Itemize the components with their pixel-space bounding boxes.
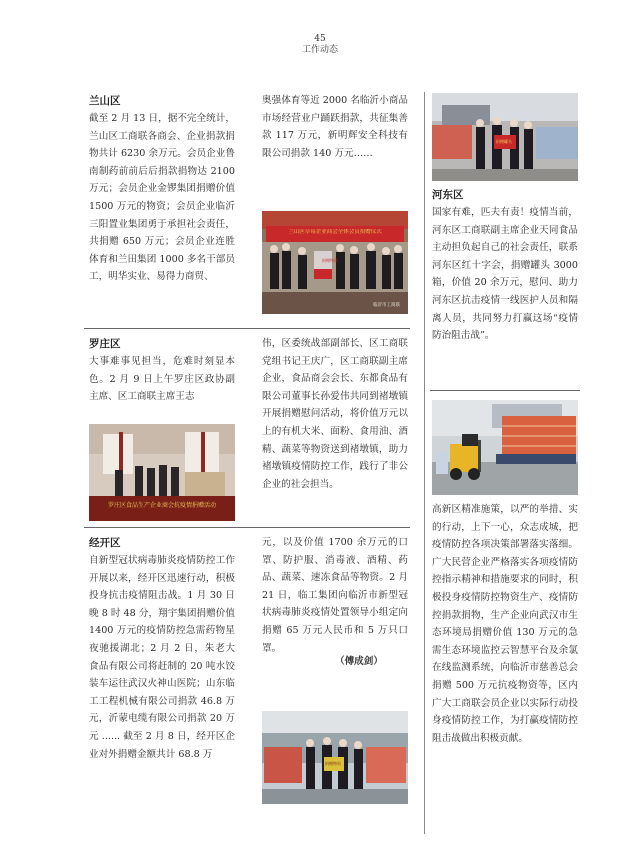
lanshan-continued	[262, 92, 408, 162]
luozhuang-continued-text: 伟，区委统战部副部长、区工商联党组书记王庆广，区工商联副主席企业，食品商会会长、东都食品有限公司董事长孙爱伟共同到褚墩镇开展捐赠慰问活动，将价值万元以上的有机大米、面粉、食用油、酒精、蔬菜等物资送到褚墩镇，助力褚墩镇疫情防控工作，践行了非公企业的社会担当。	[262, 338, 408, 490]
photo1-caption: 临沂市工商联	[373, 303, 400, 308]
author-signature: （傅成剑）	[335, 656, 383, 667]
column-divider	[424, 92, 425, 834]
luozhuang-title: 罗庄区	[89, 338, 121, 350]
section-title: 工作动态	[301, 45, 338, 55]
gaoxin-section	[432, 501, 578, 747]
section-rule	[84, 527, 410, 528]
section-rule	[430, 390, 580, 391]
photo1-banner: 兰山区草莓企业商会全体会员捐赠仪式	[288, 229, 382, 235]
section-rule	[84, 328, 410, 329]
gaoxin-image	[432, 400, 578, 495]
gaoxin-body: 高新区精准施策，以严的举措、实的行动，上下一心，众志成城，把疫情防控各项决策部署落实落细。广大民营企业严格落实各项疫情防控指示精神和措施要求的同时，积极投身疫情防控物资生产、疫情防控捐款捐物，生产企业向武汉市生态环境局捐赠价值 130 万元的急需生态环境监控云智慧平台及余氯在线监测系统，向临沂市慈善总会捐赠 500 万元抗疫物资等，区内广大工商联会员企业以实际行动投身疫情防控工作，为打赢疫情防控阻击战做出积极贡献。	[432, 504, 578, 744]
photo5-sign: 捐赠物资	[325, 761, 341, 766]
luozhuang-continued	[262, 335, 408, 493]
photo-gaoxin-forklift	[432, 400, 578, 495]
photo1-sign: 捐赠物资	[322, 258, 338, 263]
photo-hedong-donation	[432, 93, 578, 181]
photo-lanshan-ceremony	[262, 211, 408, 314]
jingkai-continued-text: 元，以及价值 1700 余万元的口罩、防护服、消毒液、酒精、药品、蔬菜、速冻食品等物资。2 月 21 日，临工集团向临沂市新型冠状病毒肺炎疫情处置领导小组定向捐赠 65 万元人民币和 5 万只口罩。	[262, 537, 408, 654]
jingkai-section	[89, 534, 235, 763]
hedong-section	[432, 186, 578, 345]
photo2-banner: 罗庄区食品生产企业商会抗疫情捐赠活动	[107, 502, 216, 509]
jingkai-body: 自新型冠状病毒肺炎疫情防控工作开展以来，经开区迅速行动，积极投身抗击疫情阻击战。1 月 30 日晚 8 时 48 分，翔宇集团捐赠价值 1400 万元的疫情防控急需药物星夜驰援湖北；2 月 2 日，朱老大食品有限公司将赶制的 20 吨水饺装车运往武汉火神山医院；山东临工工程机械有限公司捐款 46.8 万元，沂蒙电缆有限公司捐款 20 万元 ...... 截至 2 月 8 日，经开区企业对外捐赠金额共计 68.8 万	[89, 555, 235, 760]
page-number: 45	[314, 34, 326, 44]
photo-luozhuang-event	[89, 424, 235, 521]
lanshan-title: 兰山区	[89, 95, 121, 107]
luozhuang-section	[89, 335, 235, 406]
jingkai-image	[262, 711, 408, 804]
hedong-title: 河东区	[432, 189, 464, 201]
lanshan-body: 截至 2 月 13 日，据不完全统计，兰山区工商联各商会、企业捐款捐物共计 6230 余万元。会员企业鲁南制药前前后后捐款捐物达 2100 万元；会员企业金锣集团捐赠价值 1500 万元的物资；会员企业临沂三阳置业集团勇于承担社会责任，共捐赠 650 万元；会员企业连胜体育和兰田集团 1000 多名干部员工，明华实业、易得力商贸、	[89, 113, 235, 283]
hedong-body: 国家有难，匹夫有责！疫情当前，河东区工商联副主席企业天同食品主动担负起自己的社会责任，联系河东区红十字会，捐赠罐头 3000 箱，价值 20 余万元，慰问、助力河东区抗击疫情一线医护人员和隔离人员，共同努力打赢这场“疫情防治阻击战”。	[432, 207, 578, 342]
photo-jingkai-donation	[262, 711, 408, 804]
jingkai-title: 经开区	[89, 537, 121, 549]
page-header	[0, 34, 640, 56]
luozhuang-body: 大事难事见担当，危难时刻显本色。2 月 9 日上午罗庄区政协副主席、区工商联主席王志	[89, 356, 235, 403]
jingkai-continued	[262, 534, 408, 657]
hedong-image	[432, 93, 578, 181]
lanshan-continued-text: 奥强体育等近 2000 名临沂小商品市场经营业户踊跃捐款，共征集善款 117 万元，新明辉安全科技有限公司捐款 140 万元……	[262, 95, 408, 159]
lanshan-section	[89, 92, 235, 286]
photo3-sign: 捐赠罐头	[496, 139, 512, 144]
